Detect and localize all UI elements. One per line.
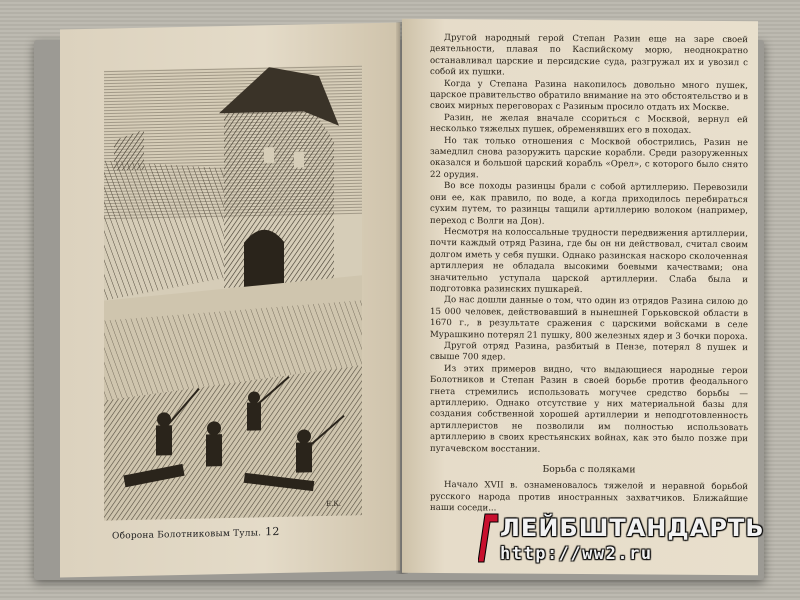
- paragraph: Когда у Степана Разина накопилось довольно много пушек, царское правительство обратило внимание на это обстоятельство и в своих мирных переговорах с Разиным просило отдать их Москве.: [430, 78, 748, 114]
- caption-text: Оборона Болотниковым Тулы.: [112, 528, 262, 542]
- paragraph: Но так только отношения с Москвой обострились, Разин не замедлил снова разоружить царские корабли. Среди разоруженных оказался и большой царский корабль «Орел», с которого было снято 22 орудия.: [430, 135, 748, 181]
- watermark-title: ЛЕЙБШТАНДАРТЬ: [500, 514, 765, 542]
- paragraph: Другой отряд Разина, разбитый в Пензе, потерял 8 пушек и свыше 700 ядер.: [430, 341, 748, 363]
- watermark-url[interactable]: http://ww2.ru: [500, 544, 653, 564]
- paragraph: Начало XVII в. ознаменовалось тяжелой и неравной борьбой русского народа против иностранных захватчиков. Ближайшие наши соседи...: [430, 480, 748, 514]
- fortress-wall: [104, 158, 224, 301]
- paragraph: Во все походы разинцы брали с собой артиллерию. Перевозили они ее, как правило, по воде, а когда приходилось перебираться сухим путем, то разинцы тащили артиллерию волоком (например, переход с Волги на Дон).: [430, 181, 748, 227]
- artist-mark: Е.К.: [326, 499, 341, 508]
- illustration-caption: [112, 523, 352, 541]
- site-watermark: [478, 512, 778, 572]
- right-page-text: [430, 33, 748, 517]
- illustration-engraving: [104, 65, 362, 520]
- tower-gate: [244, 229, 284, 287]
- page-number: 12: [265, 524, 280, 539]
- paragraph: Несмотря на колоссальные трудности передвижения артиллерии, почти каждый отряд Разина, где бы он ни действовал, считал своим долгом иметь у себя пушки. Однако разинская наскоро сколоченная артиллерия не обладала высокими боевыми качествами; она значительно уступала царской артиллерии. Слаба была и подготовка разинских пушкарей.: [430, 226, 748, 295]
- right-page: [402, 19, 758, 575]
- paragraph: Другой народный герой Степан Разин еще на заре своей деятельности, плавая по Каспийскому морю, неоднократно останавливал царские и персидские суда, разгружал их и увозил с собой их пушки.: [430, 33, 748, 78]
- section-heading: Борьба с поляками: [542, 463, 636, 476]
- paragraph: До нас дошли данные о том, что один из отрядов Разина силою до 15 000 человек, действовавший в нынешней Горьковской области в 1670 г., в результате сражения с царскими войсками в селе Мурашкино потерял 21 пушку, 800 железных ядер и 3 бочки пороха.: [430, 295, 748, 342]
- engraving-svg: [104, 65, 362, 520]
- paragraph: Разин, не желая вначале ссориться с Москвой, вернул ей несколько тяжелых пушек, обременявших его в походах.: [430, 112, 748, 137]
- left-page: [60, 22, 400, 577]
- paragraph: Из этих примеров видно, что выдающиеся народные герои Болотников и Степан Разин в своей борьбе против феодального гнета стремились использовать могучее средство борьбы — артиллерию. Однако отсутствие у них материальной базы для создания собственной хорошей артиллерии и неподготовленность артиллеристов не позволили им полностью использовать артиллерию в своих крестьянских войнах, как это было позже при пугачевском восстании.: [430, 363, 748, 455]
- watermark-logo-icon: [478, 512, 500, 564]
